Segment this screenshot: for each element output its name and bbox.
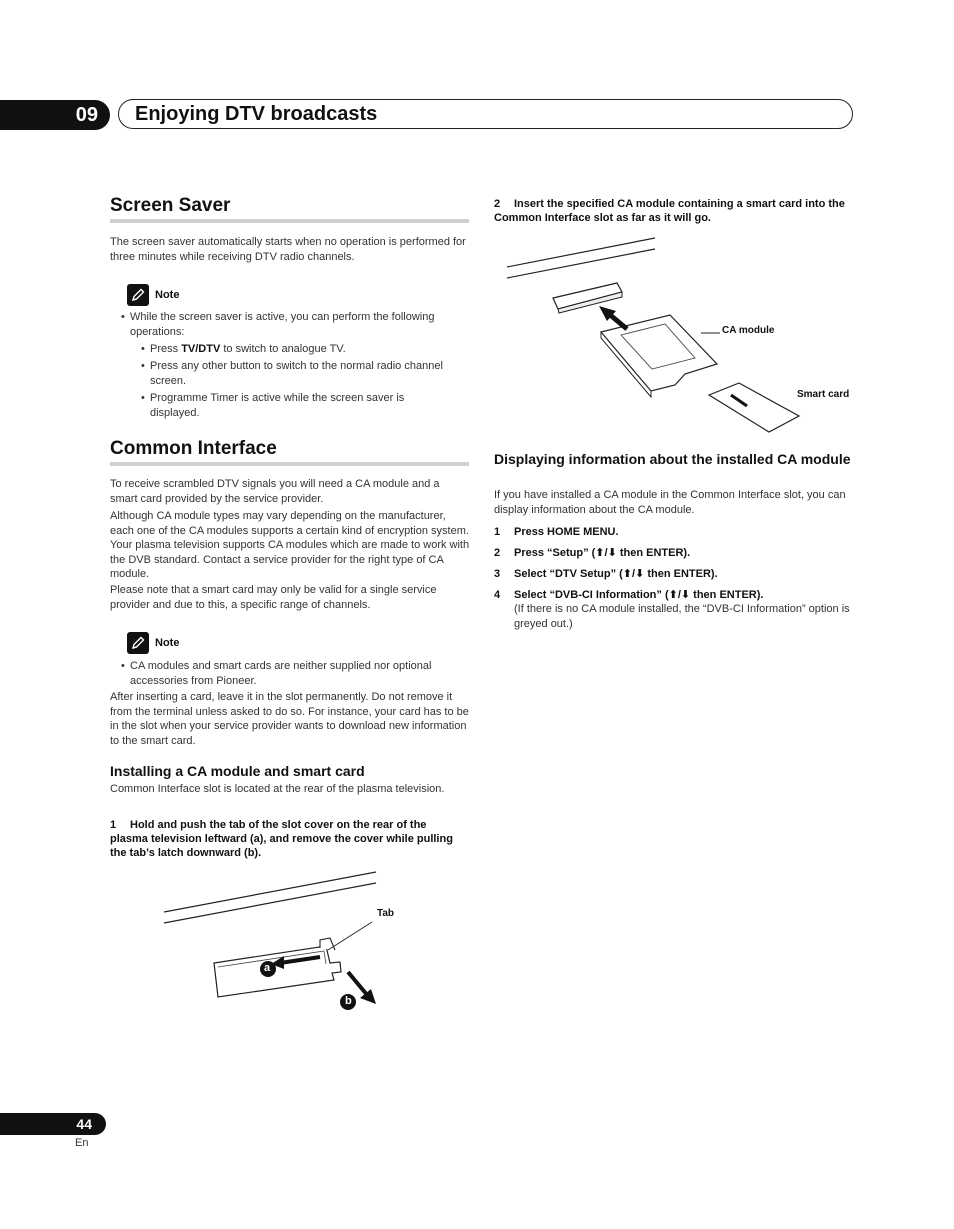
displaying-body: If you have installed a CA module in the Common Interface slot, you can display information about the CA module. bbox=[494, 489, 846, 516]
smart-card-label: Smart card bbox=[797, 389, 850, 400]
install-step-1: 1 Hold and push the tab of the slot cover on the rear of the plasma television leftward (a), and remove the cover while pulling the tab’s latch downward (b). bbox=[110, 819, 453, 859]
display-step-2: 2 Press “Setup” (⬆/⬇ then ENTER). bbox=[494, 547, 691, 559]
sub-bullet-tvdtv: • Press TV/DTV to switch to analogue TV. bbox=[141, 343, 346, 355]
installing-body: Common Interface slot is located at the rear of the plasma television. bbox=[110, 783, 445, 795]
label-a: a bbox=[264, 962, 271, 974]
sub-bullet-other-button: • Press any other button to switch to the normal radio channel screen. bbox=[141, 360, 443, 387]
screen-saver-body: The screen saver automatically starts when no operation is performed for three minutes while receiving DTV radio channels. bbox=[110, 236, 466, 263]
note-label: Note bbox=[155, 289, 180, 301]
section-title-common-interface: Common Interface bbox=[110, 438, 277, 459]
tab-label: Tab bbox=[377, 908, 395, 919]
note-header bbox=[127, 632, 179, 654]
install-step-2: 2 Insert the specified CA module containing a smart card into the Common Interface slot as far as it will go. bbox=[494, 198, 845, 224]
subsection-title-installing: Installing a CA module and smart card bbox=[110, 763, 365, 779]
note-pencil-icon bbox=[127, 284, 149, 306]
ci-para-4: After inserting a card, leave it in the slot permanently. Do not remove it from the terminal unless asked to do so. For instance, your card has to be in the slot when your service provider wants to download new information to the smart card. bbox=[110, 691, 469, 747]
ca-module-label: CA module bbox=[722, 325, 775, 336]
page-number-tab bbox=[0, 1113, 106, 1135]
ca-module-illustration bbox=[505, 235, 805, 440]
slot-cover-illustration bbox=[160, 868, 400, 1018]
display-step-4-note: (If there is no CA module installed, the “DVB-CI Information” option is greyed out.) bbox=[514, 603, 850, 630]
section-title-screen-saver: Screen Saver bbox=[110, 195, 231, 216]
label-b: b bbox=[345, 995, 352, 1007]
note-header bbox=[127, 284, 179, 306]
display-step-4: 4 Select “DVB-CI Information” (⬆/⬇ then ENTER). bbox=[494, 589, 764, 601]
subsection-title-displaying: Displaying information about the installed CA module bbox=[494, 451, 851, 467]
section-rule bbox=[110, 462, 469, 466]
page-number: 44 bbox=[76, 1116, 92, 1132]
ci-para-3: Please note that a smart card may only be valid for a single service provider and due to this, a specific range of channels. bbox=[110, 584, 437, 611]
section-rule bbox=[110, 219, 469, 223]
display-step-1: 1 Press HOME MENU. bbox=[494, 526, 619, 538]
chapter-title-text: Enjoying DTV broadcasts bbox=[135, 102, 378, 125]
note-label: Note bbox=[155, 637, 180, 649]
ci-para-2: Although CA module types may vary depending on the manufacturer, each one of the CA modules supports a certain kind of encryption system. Your plasma television supports CA modules which are made to work with the DVB standard. Contact a service provider for the right type of CA module. bbox=[110, 510, 470, 580]
note-bullet: • While the screen saver is active, you can perform the following operations: bbox=[121, 311, 435, 338]
chapter-title bbox=[118, 99, 853, 129]
note-pencil-icon bbox=[127, 632, 149, 654]
note-bullet: • CA modules and smart cards are neither supplied nor optional accessories from Pioneer. bbox=[121, 660, 432, 687]
sub-bullet-programme-timer: • Programme Timer is active while the screen saver is displayed. bbox=[141, 392, 405, 419]
chapter-number: 09 bbox=[75, 103, 98, 126]
display-step-3: 3 Select “DTV Setup” (⬆/⬇ then ENTER). bbox=[494, 568, 718, 580]
chapter-number-tab bbox=[0, 100, 110, 130]
ci-para-1: To receive scrambled DTV signals you will need a CA module and a smart card provided by the service provider. bbox=[110, 478, 440, 505]
language-code: En bbox=[75, 1137, 89, 1149]
